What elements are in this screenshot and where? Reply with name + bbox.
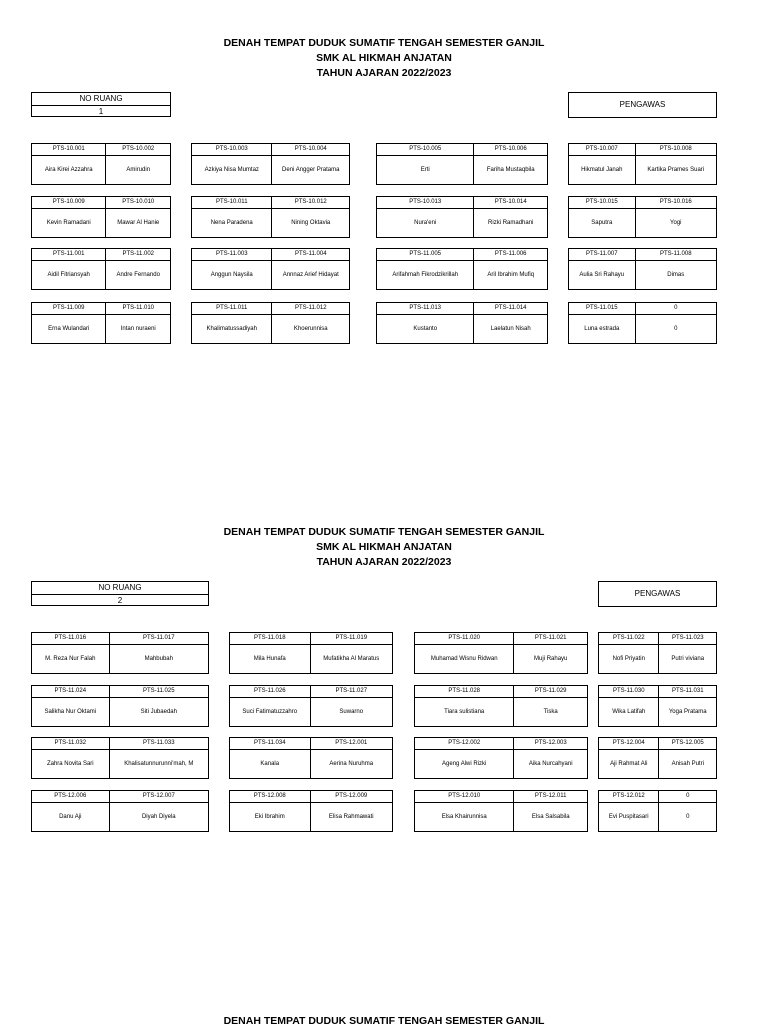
student-name: Elisa Rahmawati: [328, 814, 374, 820]
desk-cell: [229, 685, 393, 727]
student-name: Ageng Alwi Rizki: [442, 761, 487, 767]
student-name: Anggun Naysila: [210, 272, 253, 278]
student-name: Nura'eni: [414, 220, 437, 226]
seat-right: [105, 144, 170, 184]
seat-left: [415, 633, 513, 673]
seat-right: [109, 633, 208, 673]
seat-right: [658, 686, 716, 726]
seat-right: [473, 303, 547, 343]
seat-right: [310, 686, 393, 726]
student-name: Laelatun Nisah: [490, 326, 531, 332]
student-name: Kanala: [260, 761, 280, 767]
desk-cell: [191, 302, 350, 344]
seat-code: PTS-11.034: [230, 738, 310, 750]
desk-cell: [376, 143, 548, 185]
seat-code: PTS-10.013: [377, 197, 473, 209]
seat-code: PTS-11.012: [272, 303, 349, 315]
seat-right: [473, 144, 547, 184]
header-title: DENAH TEMPAT DUDUK SUMATIF TENGAH SEMESTER GANJIL: [223, 1015, 545, 1027]
student-name: Suwarno: [339, 709, 364, 715]
student-name: Evi Puspitasari: [608, 814, 649, 820]
seat-left: [569, 197, 635, 237]
seat-code: PTS-11.007: [569, 249, 635, 261]
student-name: Muji Rahayu: [534, 656, 568, 662]
no-ruang-value: 1: [98, 107, 104, 116]
seat-code: PTS-11.032: [32, 738, 109, 750]
student-name: Siti Jubaedah: [140, 709, 177, 715]
desk-cell: [568, 196, 717, 238]
seat-code: 0: [659, 791, 716, 803]
seat-right: [658, 791, 716, 831]
seat-left: [569, 144, 635, 184]
seat-right: [310, 633, 393, 673]
seat-left: [192, 197, 271, 237]
student-name: Tiara sulistiana: [444, 709, 485, 715]
desk-cell: [31, 790, 209, 832]
seat-code: PTS-11.027: [311, 686, 393, 698]
student-name: Khoerunnisa: [293, 326, 328, 332]
student-name: Aika Nurcahyani: [528, 761, 573, 767]
seat-code: PTS-11.022: [599, 633, 658, 645]
seat-left: [415, 791, 513, 831]
seat-code: PTS-12.005: [659, 738, 716, 750]
seat-right: [271, 197, 349, 237]
desk-cell: [31, 196, 171, 238]
seat-left: [415, 738, 513, 778]
seat-left: [415, 686, 513, 726]
desk-cell: [191, 143, 350, 185]
student-name: Arifahmah Fikrodzikrillah: [392, 272, 459, 278]
desk-cell: [568, 302, 717, 344]
seat-right: [513, 633, 587, 673]
student-name: Khalimatussadiyah: [206, 326, 257, 332]
seat-code: PTS-12.012: [599, 791, 658, 803]
seat-left: [377, 303, 473, 343]
seat-left: [32, 144, 105, 184]
no-ruang-value: 2: [117, 596, 123, 605]
seat-code: PTS-11.002: [106, 249, 170, 261]
desk-cell: [31, 143, 171, 185]
seat-code: PTS-11.030: [599, 686, 658, 698]
seat-left: [377, 249, 473, 289]
pengawas-box: [568, 92, 717, 118]
seat-left: [192, 249, 271, 289]
seat-right: [105, 249, 170, 289]
desk-cell: [376, 196, 548, 238]
desk-cell: [31, 737, 209, 779]
seat-code: PTS-11.015: [569, 303, 635, 315]
desk-cell: [229, 790, 393, 832]
seat-right: [658, 738, 716, 778]
student-name: Hikmatul Janah: [581, 167, 623, 173]
seat-code: PTS-12.004: [599, 738, 658, 750]
desk-cell: [414, 737, 588, 779]
seat-right: [271, 144, 349, 184]
seat-right: [271, 249, 349, 289]
seat-code: PTS-12.003: [514, 738, 587, 750]
desk-cell: [229, 632, 393, 674]
student-name: Aril Ibrahim Mufiq: [487, 272, 535, 278]
seat-code: PTS-11.009: [32, 303, 105, 315]
student-name: Nofi Priyatin: [612, 656, 645, 662]
seat-code: PTS-11.020: [415, 633, 513, 645]
desk-cell: [414, 790, 588, 832]
seat-code: PTS-11.029: [514, 686, 587, 698]
seat-code: PTS-11.023: [659, 633, 716, 645]
seat-code: PTS-11.004: [272, 249, 349, 261]
seat-left: [377, 144, 473, 184]
student-name: Mawar Al Hanie: [117, 220, 160, 226]
seat-left: [569, 303, 635, 343]
seat-right: [635, 303, 716, 343]
seat-left: [32, 738, 109, 778]
seat-code: PTS-12.007: [110, 791, 208, 803]
desk-cell: [31, 302, 171, 344]
student-name: Intan nuraeni: [120, 326, 156, 332]
seat-right: [310, 738, 393, 778]
seat-left: [377, 197, 473, 237]
desk-cell: [191, 196, 350, 238]
header-school: SMK AL HIKMAH ANJATAN: [316, 541, 452, 553]
student-name: Diyah Diyela: [141, 814, 176, 820]
document-header: [0, 1014, 768, 1029]
seat-code: PTS-11.010: [106, 303, 170, 315]
header-school: SMK AL HIKMAH ANJATAN: [316, 52, 452, 64]
header-title: DENAH TEMPAT DUDUK SUMATIF TENGAH SEMESTER GANJIL: [223, 526, 545, 538]
seat-code: PTS-11.021: [514, 633, 587, 645]
student-name: Zahra Novita Sari: [46, 761, 94, 767]
student-name: 0: [674, 326, 678, 332]
desk-cell: [568, 248, 717, 290]
seat-left: [32, 197, 105, 237]
desk-cell: [31, 685, 209, 727]
seat-code: PTS-11.026: [230, 686, 310, 698]
seat-right: [635, 144, 716, 184]
seat-right: [513, 738, 587, 778]
seat-right: [513, 791, 587, 831]
seat-code: PTS-11.017: [110, 633, 208, 645]
pengawas-label: PENGAWAS: [634, 589, 681, 598]
seat-right: [513, 686, 587, 726]
seat-left: [599, 738, 658, 778]
seat-code: PTS-10.002: [106, 144, 170, 156]
desk-cell: [376, 248, 548, 290]
pengawas-label: PENGAWAS: [619, 100, 666, 109]
seat-code: PTS-11.031: [659, 686, 716, 698]
student-name: Rizki Ramadhani: [488, 220, 534, 226]
student-name: Khalisatunnurunni'mah, M: [124, 761, 194, 767]
student-name: Anisah Putri: [671, 761, 704, 767]
seat-left: [230, 633, 310, 673]
seat-left: [599, 633, 658, 673]
seat-code: PTS-12.009: [311, 791, 393, 803]
seat-code: PTS-12.011: [514, 791, 587, 803]
seat-code: PTS-11.024: [32, 686, 109, 698]
seat-left: [230, 686, 310, 726]
student-name: Kustanto: [413, 326, 438, 332]
seat-right: [635, 249, 716, 289]
header-title: DENAH TEMPAT DUDUK SUMATIF TENGAH SEMESTER GANJIL: [223, 37, 545, 49]
seat-code: PTS-10.011: [192, 197, 271, 209]
seat-code: 0: [636, 303, 716, 315]
student-name: Nining Oktavia: [291, 220, 331, 226]
seat-right: [109, 791, 208, 831]
seat-right: [635, 197, 716, 237]
no-ruang-box: [31, 581, 209, 606]
desk-cell: [598, 685, 717, 727]
header-year: TAHUN AJARAN 2022/2023: [316, 556, 452, 568]
student-name: Aerina Nuruhma: [329, 761, 374, 767]
seat-left: [599, 686, 658, 726]
seat-code: PTS-11.028: [415, 686, 513, 698]
seat-right: [271, 303, 349, 343]
seat-code: PTS-11.018: [230, 633, 310, 645]
seat-code: PTS-11.011: [192, 303, 271, 315]
student-name: Salikha Nur Oktami: [44, 709, 97, 715]
desk-cell: [376, 302, 548, 344]
seat-code: PTS-11.001: [32, 249, 105, 261]
seat-code: PTS-10.001: [32, 144, 105, 156]
seat-code: PTS-11.019: [311, 633, 393, 645]
student-name: Dimas: [667, 272, 685, 278]
student-name: Saputra: [591, 220, 613, 226]
header-year: TAHUN AJARAN 2022/2023: [316, 67, 452, 79]
student-name: Aidil Fitriansyah: [47, 272, 90, 278]
student-name: Mahbubah: [144, 656, 173, 662]
seat-right: [473, 249, 547, 289]
student-name: Aji Rahmat Ali: [610, 761, 648, 767]
student-name: Yoga Pratama: [668, 709, 707, 715]
student-name: M. Reza Nur Falah: [45, 656, 96, 662]
student-name: Wika Latifah: [612, 709, 646, 715]
seat-code: PTS-10.010: [106, 197, 170, 209]
no-ruang-label: NO RUANG: [32, 93, 170, 106]
seat-left: [32, 249, 105, 289]
seat-code: PTS-11.016: [32, 633, 109, 645]
seat-code: PTS-10.004: [272, 144, 349, 156]
student-name: Annnaz Arief Hidayat: [282, 272, 339, 278]
student-name: Elsa Salsabila: [531, 814, 570, 820]
seat-right: [658, 633, 716, 673]
desk-cell: [414, 632, 588, 674]
seat-code: PTS-10.009: [32, 197, 105, 209]
document-header: [0, 525, 768, 570]
student-name: Muhamad Wisnu Ridwan: [430, 656, 498, 662]
seat-left: [32, 303, 105, 343]
student-name: 0: [686, 814, 690, 820]
seat-right: [105, 303, 170, 343]
student-name: Erti: [420, 167, 430, 173]
seat-code: PTS-10.008: [636, 144, 716, 156]
student-name: Yogi: [670, 220, 682, 226]
seat-left: [32, 791, 109, 831]
seat-code: PTS-11.005: [377, 249, 473, 261]
student-name: Aulia Sri Rahayu: [579, 272, 625, 278]
seat-code: PTS-10.016: [636, 197, 716, 209]
seat-code: PTS-10.015: [569, 197, 635, 209]
seat-code: PTS-11.033: [110, 738, 208, 750]
seat-code: PTS-10.007: [569, 144, 635, 156]
seat-right: [109, 738, 208, 778]
seat-code: PTS-12.008: [230, 791, 310, 803]
no-ruang-label: NO RUANG: [32, 582, 208, 595]
seat-left: [230, 738, 310, 778]
seat-left: [192, 144, 271, 184]
seat-left: [32, 633, 109, 673]
seat-code: PTS-11.014: [474, 303, 547, 315]
seat-left: [192, 303, 271, 343]
student-name: Putri viviana: [671, 656, 705, 662]
seat-code: PTS-12.001: [311, 738, 393, 750]
seat-code: PTS-11.025: [110, 686, 208, 698]
student-name: Amirudin: [126, 167, 151, 173]
desk-cell: [31, 248, 171, 290]
seat-code: PTS-11.003: [192, 249, 271, 261]
desk-cell: [229, 737, 393, 779]
student-name: Erna Wulandari: [48, 326, 90, 332]
student-name: Kartika Prames Suari: [647, 167, 705, 173]
student-name: Fariha Mustaqbila: [486, 167, 535, 173]
student-name: Eki Ibrahim: [254, 814, 285, 820]
seat-left: [569, 249, 635, 289]
student-name: Aira Kirei Azzahra: [44, 167, 93, 173]
no-ruang-box: [31, 92, 171, 117]
student-name: Nena Paradena: [210, 220, 253, 226]
desk-cell: [191, 248, 350, 290]
seat-right: [105, 197, 170, 237]
desk-cell: [568, 143, 717, 185]
student-name: Kevin Ramadani: [46, 220, 91, 226]
student-name: Mila Hunafa: [253, 656, 286, 662]
student-name: Danu Aji: [59, 814, 82, 820]
pengawas-box: [598, 581, 717, 607]
seat-left: [599, 791, 658, 831]
seat-code: PTS-10.012: [272, 197, 349, 209]
student-name: Deni Angger Pratama: [282, 167, 340, 173]
desk-cell: [598, 737, 717, 779]
seat-right: [473, 197, 547, 237]
seat-code: PTS-12.002: [415, 738, 513, 750]
document-header: [0, 36, 768, 81]
desk-cell: [598, 632, 717, 674]
student-name: Elsa Khairunnisa: [441, 814, 487, 820]
student-name: Andre Fernando: [116, 272, 160, 278]
seat-right: [109, 686, 208, 726]
student-name: Tiska: [543, 709, 558, 715]
seat-code: PTS-10.006: [474, 144, 547, 156]
student-name: Luna estrada: [584, 326, 620, 332]
desk-cell: [31, 632, 209, 674]
seat-left: [32, 686, 109, 726]
student-name: Suci Fatimatuzzahro: [242, 709, 298, 715]
desk-cell: [414, 685, 588, 727]
seat-left: [230, 791, 310, 831]
seat-code: PTS-12.010: [415, 791, 513, 803]
seat-right: [310, 791, 393, 831]
seat-code: PTS-11.008: [636, 249, 716, 261]
seat-code: PTS-11.006: [474, 249, 547, 261]
seat-code: PTS-12.006: [32, 791, 109, 803]
student-name: Azkiya Nisa Mumtaz: [204, 167, 259, 173]
student-name: Mufatikha Al Maratus: [323, 656, 380, 662]
seat-code: PTS-10.014: [474, 197, 547, 209]
desk-cell: [598, 790, 717, 832]
seat-code: PTS-10.003: [192, 144, 271, 156]
seat-code: PTS-10.005: [377, 144, 473, 156]
seat-code: PTS-11.013: [377, 303, 473, 315]
